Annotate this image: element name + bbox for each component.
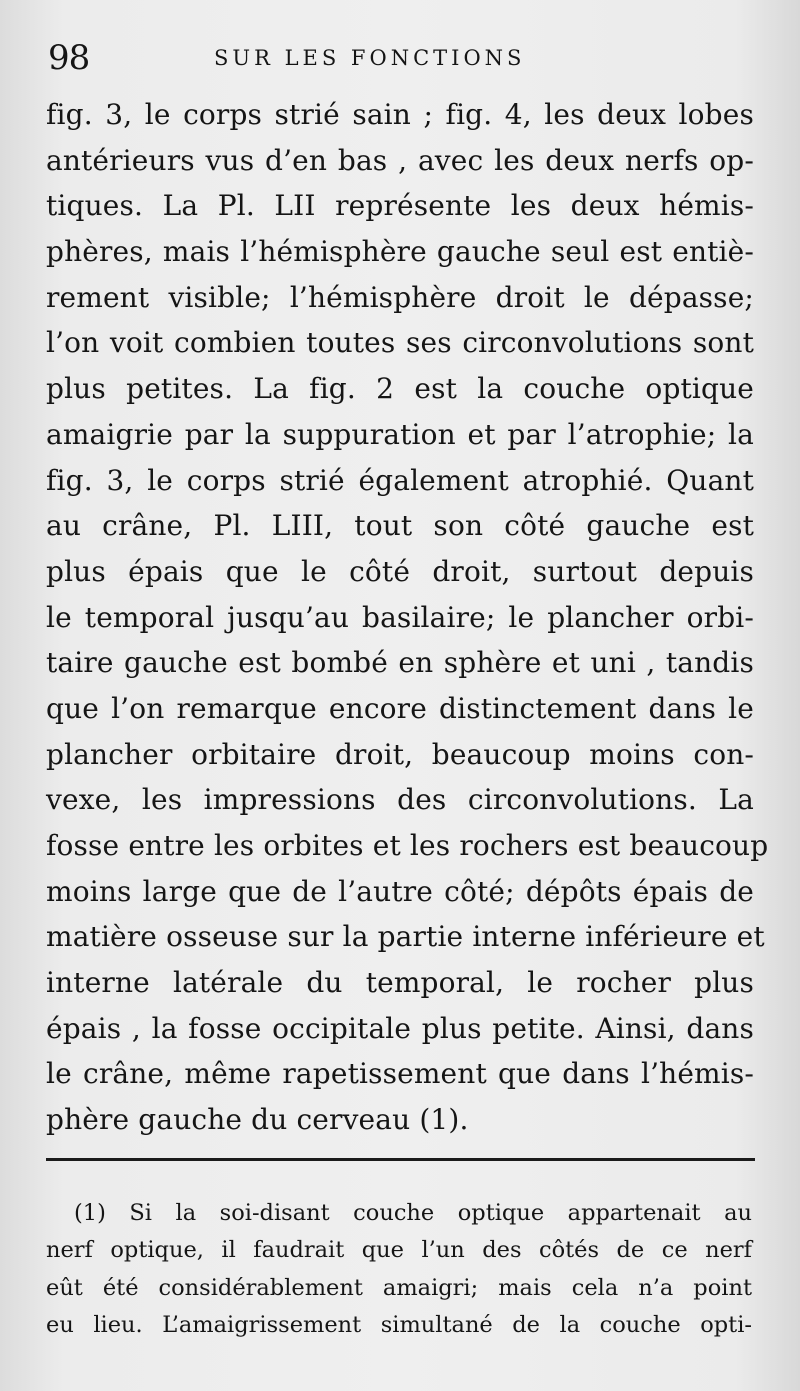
text-line: interne latérale du temporal, le rocher plus (46, 966, 754, 1000)
text-line: taire gauche est bombé en sphère et uni , tandis (46, 646, 754, 680)
text-line: moins large que de l’autre côté; dépôts épais de (46, 874, 754, 908)
footnote-line: nerf optique, il faudrait que l’un des côtés de ce nerf (46, 1237, 752, 1264)
text-line: vexe, les impressions des circonvolutions. La (46, 783, 754, 817)
footnote-line: (1) Si la soi-disant couche optique appartenait au (74, 1200, 752, 1226)
footnote-divider (46, 1158, 755, 1161)
text-line: le temporal jusqu’au basilaire; le plancher orbi- (46, 600, 754, 634)
text-line: rement visible; l’hémisphère droit le dépasse; (46, 280, 754, 314)
text-line: matière osseuse sur la partie interne inférieure et (46, 920, 765, 954)
text-line: amaigrie par la suppuration et par l’atrophie; la (46, 417, 754, 451)
text-line: fig. 3, le corps strié également atrophié. Quant (46, 463, 754, 497)
text-line: plus épais que le côté droit, surtout depuis (46, 554, 754, 588)
text-line: l’on voit combien toutes ses circonvolutions sont (46, 326, 754, 360)
text-line: antérieurs vus d’en bas , avec les deux nerfs op- (46, 143, 754, 177)
footnote-line: eût été considérablement amaigri; mais cela n’a point (46, 1274, 752, 1301)
text-line: tiques. La Pl. LII représente les deux hémis- (46, 189, 754, 223)
text-line: que l’on remarque encore distinctement dans le (46, 691, 754, 725)
main-text-block (46, 92, 769, 1143)
footnote-block (46, 1195, 752, 1344)
text-line: phères, mais l’hémisphère gauche seul est entiè- (46, 235, 754, 269)
running-title: SUR LES FONCTIONS (214, 46, 526, 70)
text-line: fig. 3, le corps strié sain ; fig. 4, les deux lobes (46, 98, 754, 131)
text-line: épais , la fosse occipitale plus petite. Ainsi, dans (46, 1011, 754, 1045)
text-line: au crâne, Pl. LIII, tout son côté gauche est (46, 509, 754, 543)
page-number: 98 (48, 38, 90, 78)
footnote-line: eu lieu. L’amaigrissement simultané de la couche opti- (46, 1311, 752, 1338)
text-line: le crâne, même rapetissement que dans l’hémis- (46, 1057, 754, 1091)
text-line: fosse entre les orbites et les rochers est beaucoup (46, 829, 769, 862)
text-line: plancher orbitaire droit, beaucoup moins con- (46, 737, 754, 771)
text-line: phère gauche du cerveau (1). (46, 1103, 469, 1137)
text-line: plus petites. La fig. 2 est la couche optique (46, 372, 754, 406)
